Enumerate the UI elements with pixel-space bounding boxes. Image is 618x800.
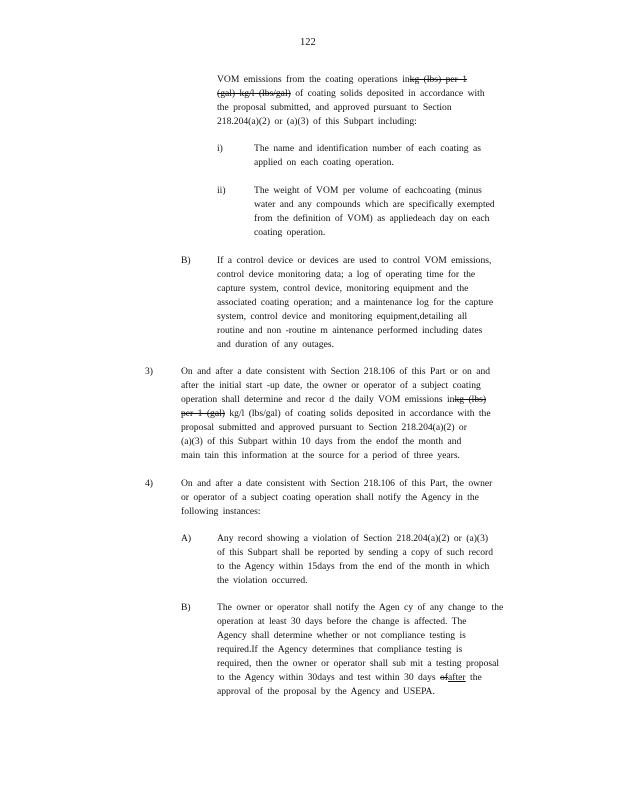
text-line: The name and identification number of each coating as — [254, 143, 481, 154]
text-line: the proposal submitted, and approved pursuant to Section — [217, 102, 452, 113]
struck-text: kg (lbs) per 1 — [409, 74, 468, 85]
text-line: VOM emissions from the coating operations inkg (lbs) per 1 — [217, 74, 468, 85]
text-line: required, then the owner or operator shall sub mit a testing proposal — [217, 658, 500, 669]
text-line: the violation occurred. — [217, 575, 308, 586]
list-label: ii) — [217, 185, 226, 196]
text-line: main tain this information at the source for a period of three years. — [181, 450, 460, 461]
text-line: control device monitoring data; a log of operating time for the — [217, 269, 476, 280]
list-label: B) — [181, 602, 191, 613]
text-line: (gal) kg/l (lbs/gal) of coating solids deposited in accordance with — [217, 88, 485, 99]
list-label: B) — [181, 255, 191, 266]
struck-text: per 1 (gal) — [181, 408, 225, 419]
inserted-text: after — [448, 672, 466, 683]
text-line: If a control device or devices are used to control VOM emissions, — [217, 255, 492, 266]
text-line: to the Agency within 15days from the end of the month in which — [217, 561, 490, 572]
text-line: water and any compounds which are specifically exempted — [254, 199, 495, 210]
text-line: required.If the Agency determines that compliance testing is — [217, 644, 463, 655]
text-line: operation at least 30 days before the change is affected. The — [217, 616, 467, 627]
text-line: of this Subpart shall be reported by sending a copy of such record — [217, 547, 494, 558]
text-line: per 1 (gal) kg/l (lbs/gal) of coating solids deposited in accordance with the — [181, 408, 491, 419]
list-label: A) — [181, 533, 192, 544]
text-line: operation shall determine and recor d the daily VOM emissions inkg (lbs) — [181, 394, 487, 405]
text-line: after the initial start -up date, the owner or operator of a subject coating — [181, 380, 481, 391]
text-line: (a)(3) of this Subpart within 10 days from the endof the month and — [181, 436, 462, 447]
struck-text: of — [440, 672, 449, 683]
text-line: associated coating operation; and a maintenance log for the capture — [217, 297, 494, 308]
text-line: system, control device and monitoring equipment,detailing all — [217, 311, 468, 322]
text-line: and duration of any outages. — [217, 339, 334, 350]
text-line: coating operation. — [254, 227, 326, 238]
text-line: Any record showing a violation of Section 218.204(a)(2) or (a)(3) — [217, 533, 489, 544]
text-line: The weight of VOM per volume of eachcoating (minus — [254, 185, 482, 196]
list-label: 4) — [145, 478, 153, 489]
text-line: routine and non -routine m aintenance performed including dates — [217, 325, 483, 336]
list-label: 3) — [145, 366, 153, 377]
text-line: from the definition of VOM) as appliedeach day on each — [254, 213, 490, 224]
text-line: The owner or operator shall notify the Agen cy of any change to the — [217, 602, 504, 613]
text-line: approval of the proposal by the Agency and USEPA. — [217, 686, 435, 697]
text-line: Agency shall determine whether or not compliance testing is — [217, 630, 466, 641]
text-line: to the Agency within 30days and test within 30 days ofafter the — [217, 672, 482, 683]
list-label: i) — [217, 143, 223, 154]
page-number: 122 — [300, 37, 316, 48]
struck-text: kg (lbs) — [454, 394, 487, 405]
text-line: capture system, control device, monitoring equipment and the — [217, 283, 469, 294]
struck-text: (gal) kg/l (lbs/gal) — [217, 88, 291, 99]
text-line: or operator of a subject coating operation shall notify the Agency in the — [181, 492, 479, 503]
text-line: applied on each coating operation. — [254, 157, 394, 168]
text-line: following instances: — [181, 506, 261, 517]
text-line: 218.204(a)(2) or (a)(3) of this Subpart including: — [217, 116, 417, 127]
text-line: On and after a date consistent with Section 218.106 of this Part or on and — [181, 366, 491, 377]
text-line: proposal submitted and approved pursuant to Section 218.204(a)(2) or — [181, 422, 467, 433]
text-line: On and after a date consistent with Section 218.106 of this Part, the owner — [181, 478, 493, 489]
